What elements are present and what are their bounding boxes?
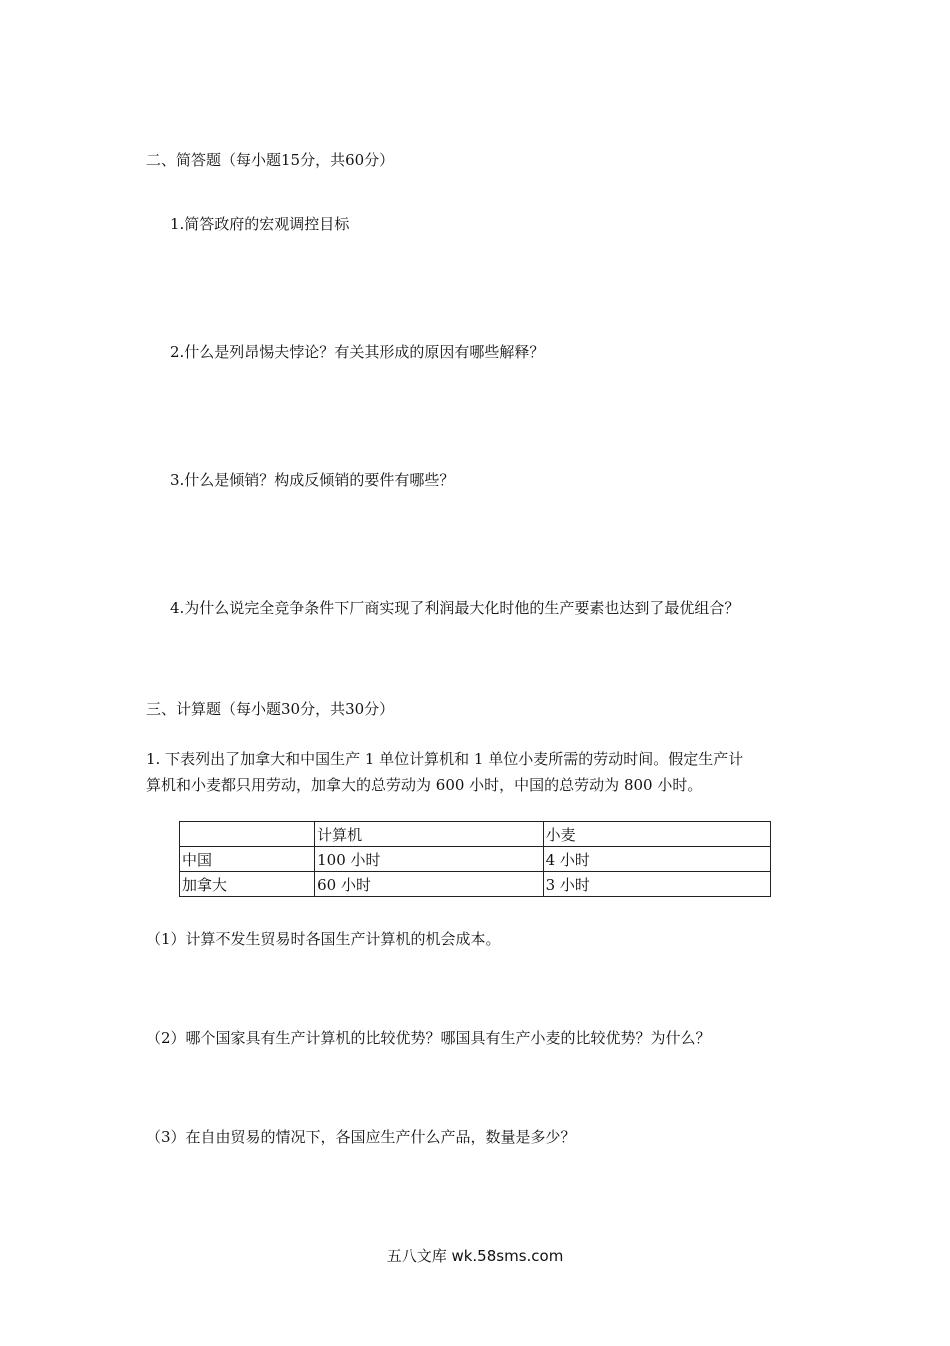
subquestion-3: （3）在自由贸易的情况下，各国应生产什么产品，数量是多少？ [146, 1128, 576, 1146]
question-4: 4.为什么说完全竞争条件下厂商实现了利润最大化时他的生产要素也达到了最优组合？ [170, 599, 740, 617]
table-cell: 100 小时 [315, 847, 543, 872]
question-3: 3.什么是倾销？构成反倾销的要件有哪些？ [170, 471, 455, 489]
subquestion-2: （2）哪个国家具有生产计算机的比较优势？哪国具有生产小麦的比较优势？为什么？ [146, 1029, 711, 1047]
section-heading-calculation: 三、计算题（每小题30分，共30分） [146, 700, 395, 718]
table-cell: 4 小时 [543, 847, 770, 872]
table-header-row [180, 822, 771, 847]
page-footer-watermark: 五八文库 wk.58sms.com [386, 1247, 564, 1265]
table-cell: 中国 [180, 847, 315, 872]
section-heading-short-answer: 二、简答题（每小题15分，共60分） [146, 151, 395, 169]
table-cell [180, 822, 315, 847]
question-1: 1.简答政府的宏观调控目标 [170, 215, 350, 233]
table-cell: 60 小时 [315, 872, 543, 897]
table-header-wheat: 小麦 [543, 822, 770, 847]
table-row [180, 847, 771, 872]
subquestion-1: （1）计算不发生贸易时各国生产计算机的机会成本。 [146, 930, 501, 948]
question-2: 2.什么是列昂惕夫悖论？有关其形成的原因有哪些解释？ [170, 343, 545, 361]
calc-intro-line-2: 算机和小麦都只用劳动，加拿大的总劳动为 600 小时，中国的总劳动为 800 小时。 [146, 776, 703, 794]
labor-time-table [179, 821, 771, 897]
table-row [180, 872, 771, 897]
table-header-computer: 计算机 [315, 822, 543, 847]
table-cell: 加拿大 [180, 872, 315, 897]
calc-intro-line-1: 1. 下表列出了加拿大和中国生产 1 单位计算机和 1 单位小麦所需的劳动时间。假定生产计 [146, 750, 744, 768]
table-cell: 3 小时 [543, 872, 770, 897]
